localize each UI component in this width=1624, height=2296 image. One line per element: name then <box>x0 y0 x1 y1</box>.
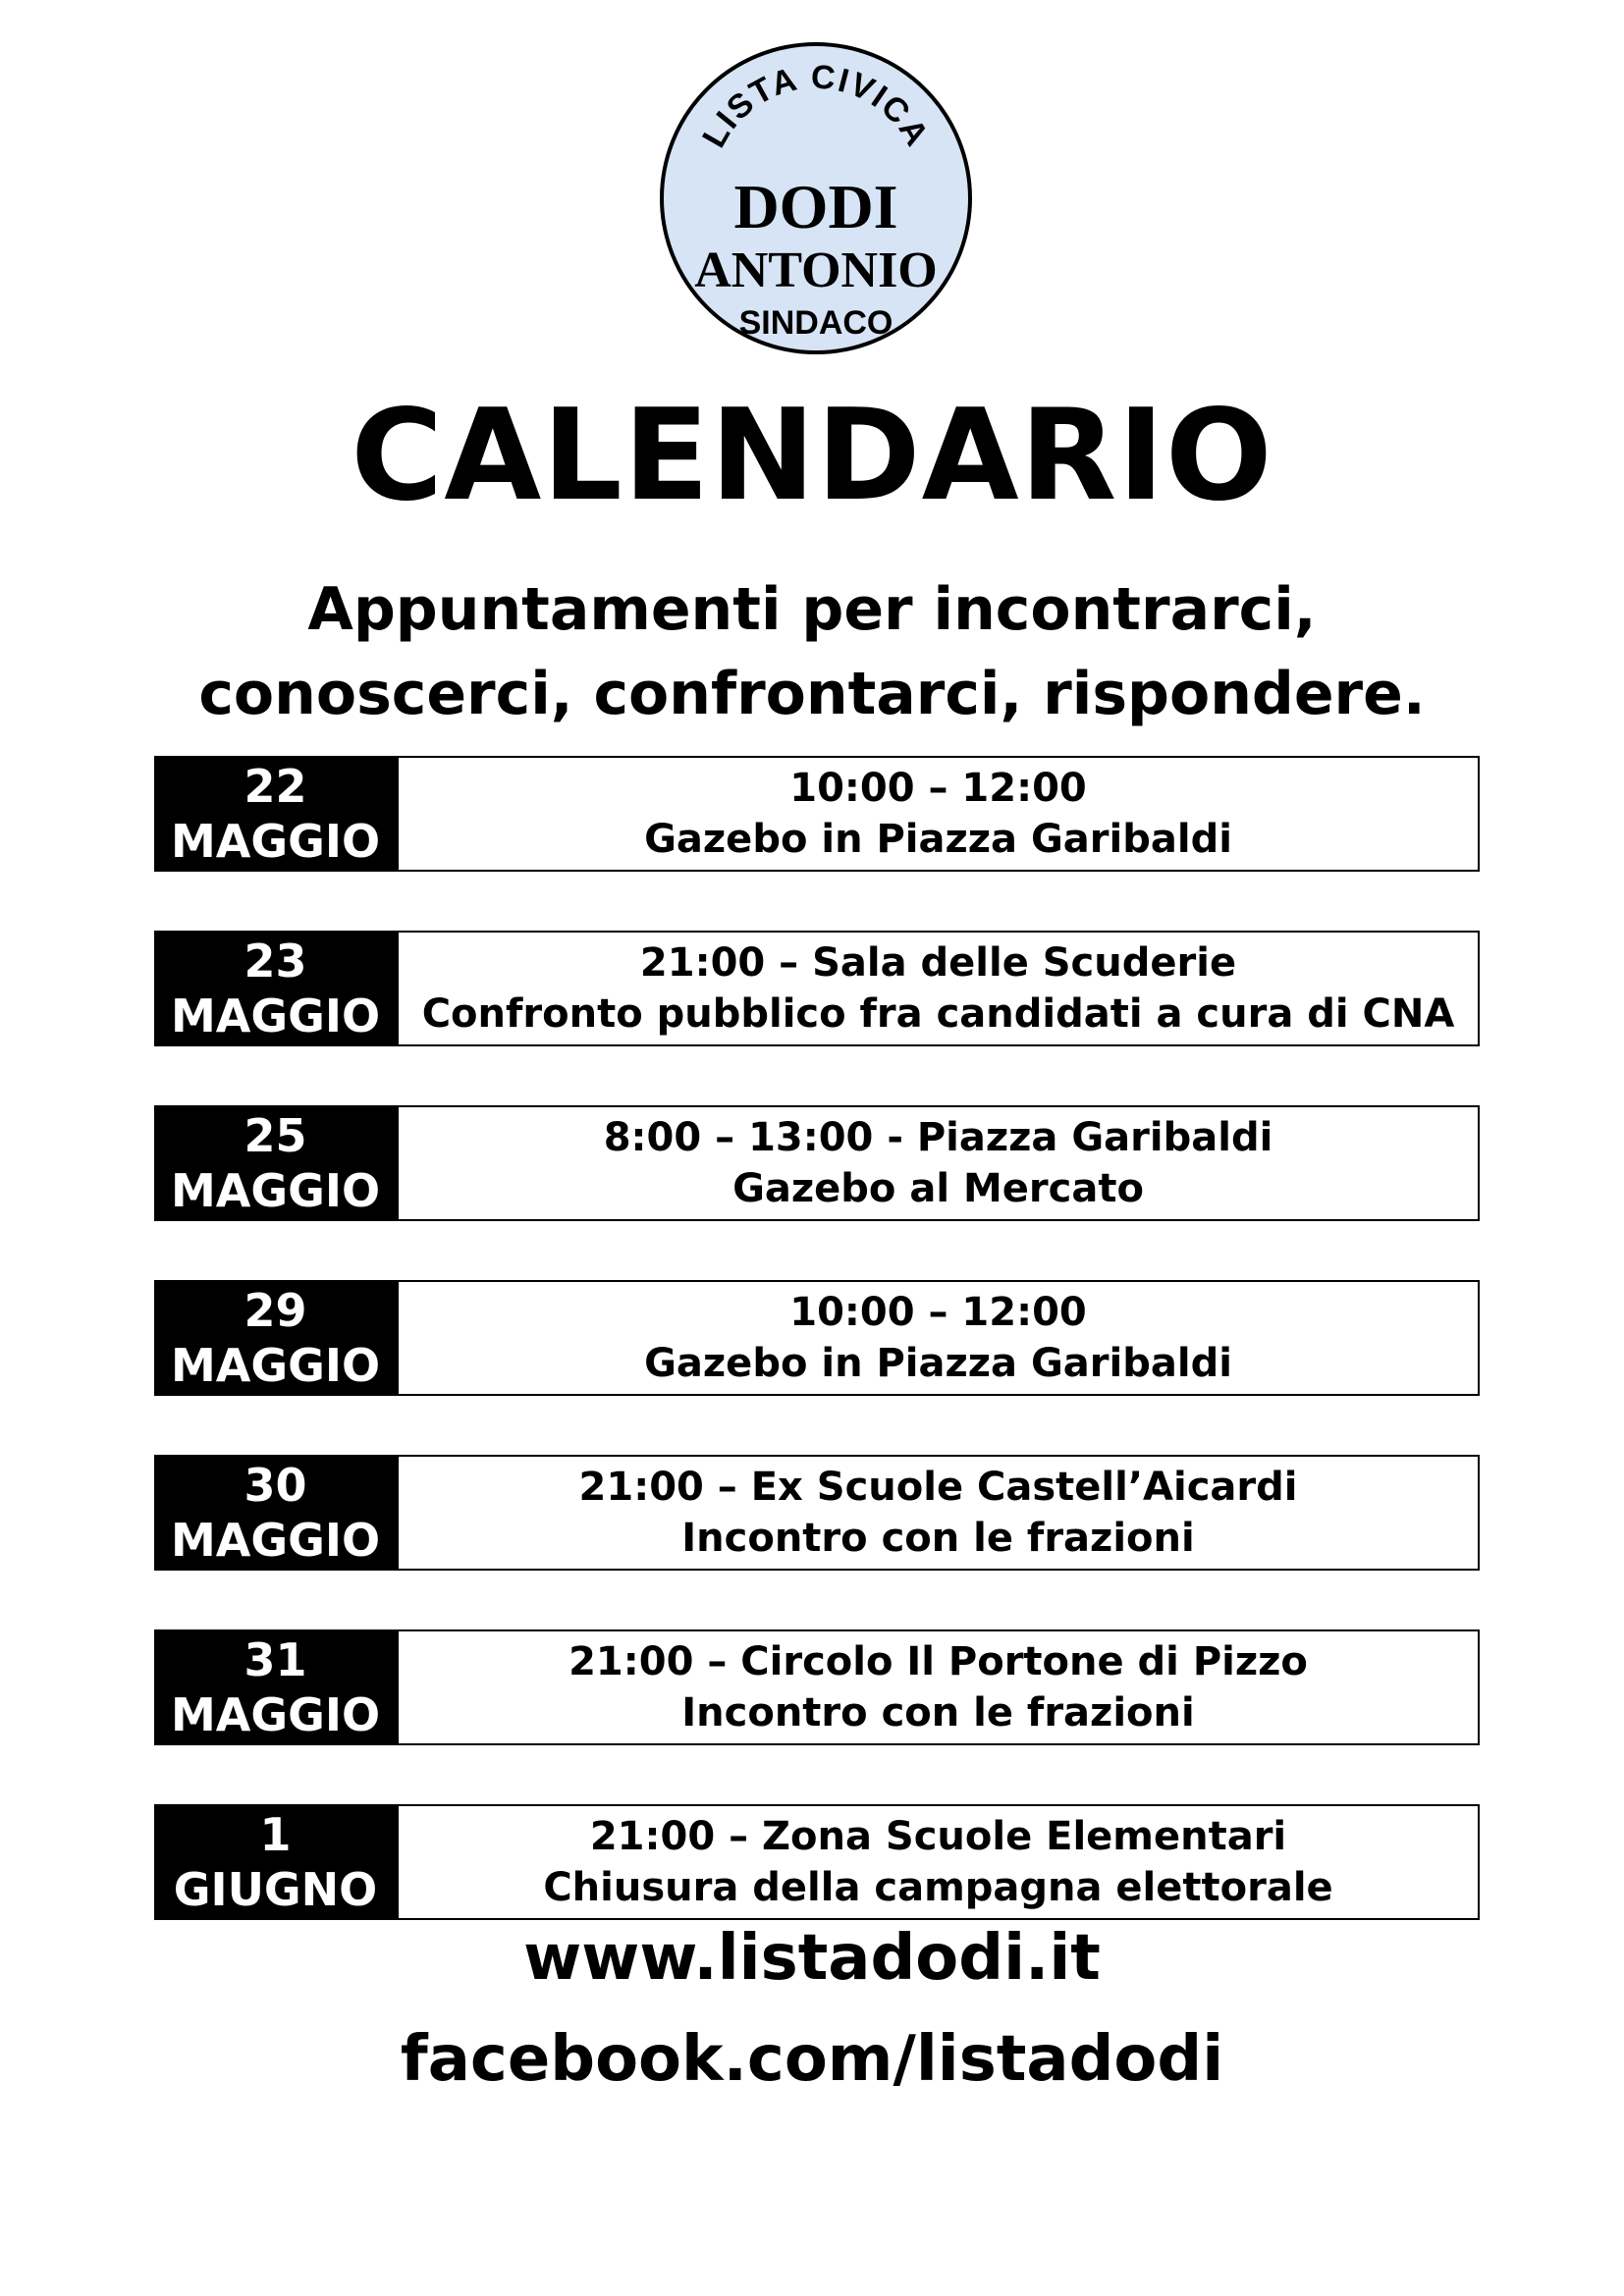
event-month: GIUGNO <box>173 1863 378 1916</box>
event-line-1: 21:00 – Sala delle Scuderie <box>639 940 1237 986</box>
event-month: MAGGIO <box>170 815 381 868</box>
event-date <box>154 1804 397 1920</box>
event-day: 25 <box>244 1109 307 1162</box>
event-date <box>154 931 397 1046</box>
event-month: MAGGIO <box>170 1688 381 1741</box>
logo-name-dodi: DODI <box>733 172 898 241</box>
event-line-2: Chiusura della campagna elettorale <box>543 1865 1333 1910</box>
event-details <box>397 1629 1480 1745</box>
event-line-1: 10:00 – 12:00 <box>789 1290 1087 1335</box>
event-day: 30 <box>244 1459 307 1512</box>
event-details <box>397 1455 1480 1571</box>
event-line-2: Gazebo in Piazza Garibaldi <box>644 817 1232 862</box>
event-details <box>397 931 1480 1046</box>
event-details <box>397 756 1480 872</box>
event-date <box>154 1455 397 1571</box>
event-details <box>397 1280 1480 1396</box>
event-date <box>154 1629 397 1745</box>
event-line-1: 8:00 – 13:00 - Piazza Garibaldi <box>603 1115 1273 1160</box>
event-item <box>154 931 1480 1046</box>
event-item <box>154 1455 1480 1571</box>
website-link[interactable]: www.listadodi.it <box>523 1922 1101 1995</box>
event-line-1: 10:00 – 12:00 <box>789 766 1087 811</box>
logo-lista-civica <box>659 41 973 355</box>
event-day: 22 <box>244 760 307 813</box>
event-line-2: Gazebo in Piazza Garibaldi <box>644 1341 1232 1386</box>
event-details <box>397 1105 1480 1221</box>
logo-name-antonio: ANTONIO <box>694 242 938 298</box>
logo-arc-text: LISTA CIVICA <box>695 58 937 154</box>
event-item <box>154 1105 1480 1221</box>
event-item <box>154 1804 1480 1920</box>
event-month: MAGGIO <box>170 1514 381 1567</box>
event-day: 1 <box>259 1808 292 1861</box>
event-day: 29 <box>244 1284 307 1337</box>
event-date <box>154 1280 397 1396</box>
event-line-2: Incontro con le frazioni <box>681 1690 1195 1735</box>
event-line-1: 21:00 – Ex Scuole Castell’Aicardi <box>578 1465 1298 1510</box>
subtitle-line-1: Appuntamenti per incontrarci, <box>307 575 1317 644</box>
event-month: MAGGIO <box>170 1339 381 1392</box>
page-title: CALENDARIO <box>351 383 1273 529</box>
event-details <box>397 1804 1480 1920</box>
logo-sindaco: SINDACO <box>738 304 893 342</box>
event-day: 23 <box>244 934 307 988</box>
event-line-1: 21:00 – Zona Scuole Elementari <box>589 1814 1287 1859</box>
event-month: MAGGIO <box>170 1164 381 1217</box>
subtitle <box>0 567 1624 736</box>
event-day: 31 <box>244 1633 307 1686</box>
event-date <box>154 756 397 872</box>
event-item <box>154 1280 1480 1396</box>
event-line-2: Confronto pubblico fra candidati a cura di CNA <box>421 991 1455 1037</box>
event-date <box>154 1105 397 1221</box>
event-item <box>154 756 1480 872</box>
event-line-2: Gazebo al Mercato <box>732 1166 1144 1211</box>
event-line-2: Incontro con le frazioni <box>681 1516 1195 1561</box>
subtitle-line-2: conoscerci, confrontarci, rispondere. <box>198 660 1426 728</box>
event-line-1: 21:00 – Circolo Il Portone di Pizzo <box>568 1639 1308 1684</box>
event-month: MAGGIO <box>170 989 381 1042</box>
facebook-link[interactable]: facebook.com/listadodi <box>400 2023 1224 2096</box>
event-item <box>154 1629 1480 1745</box>
